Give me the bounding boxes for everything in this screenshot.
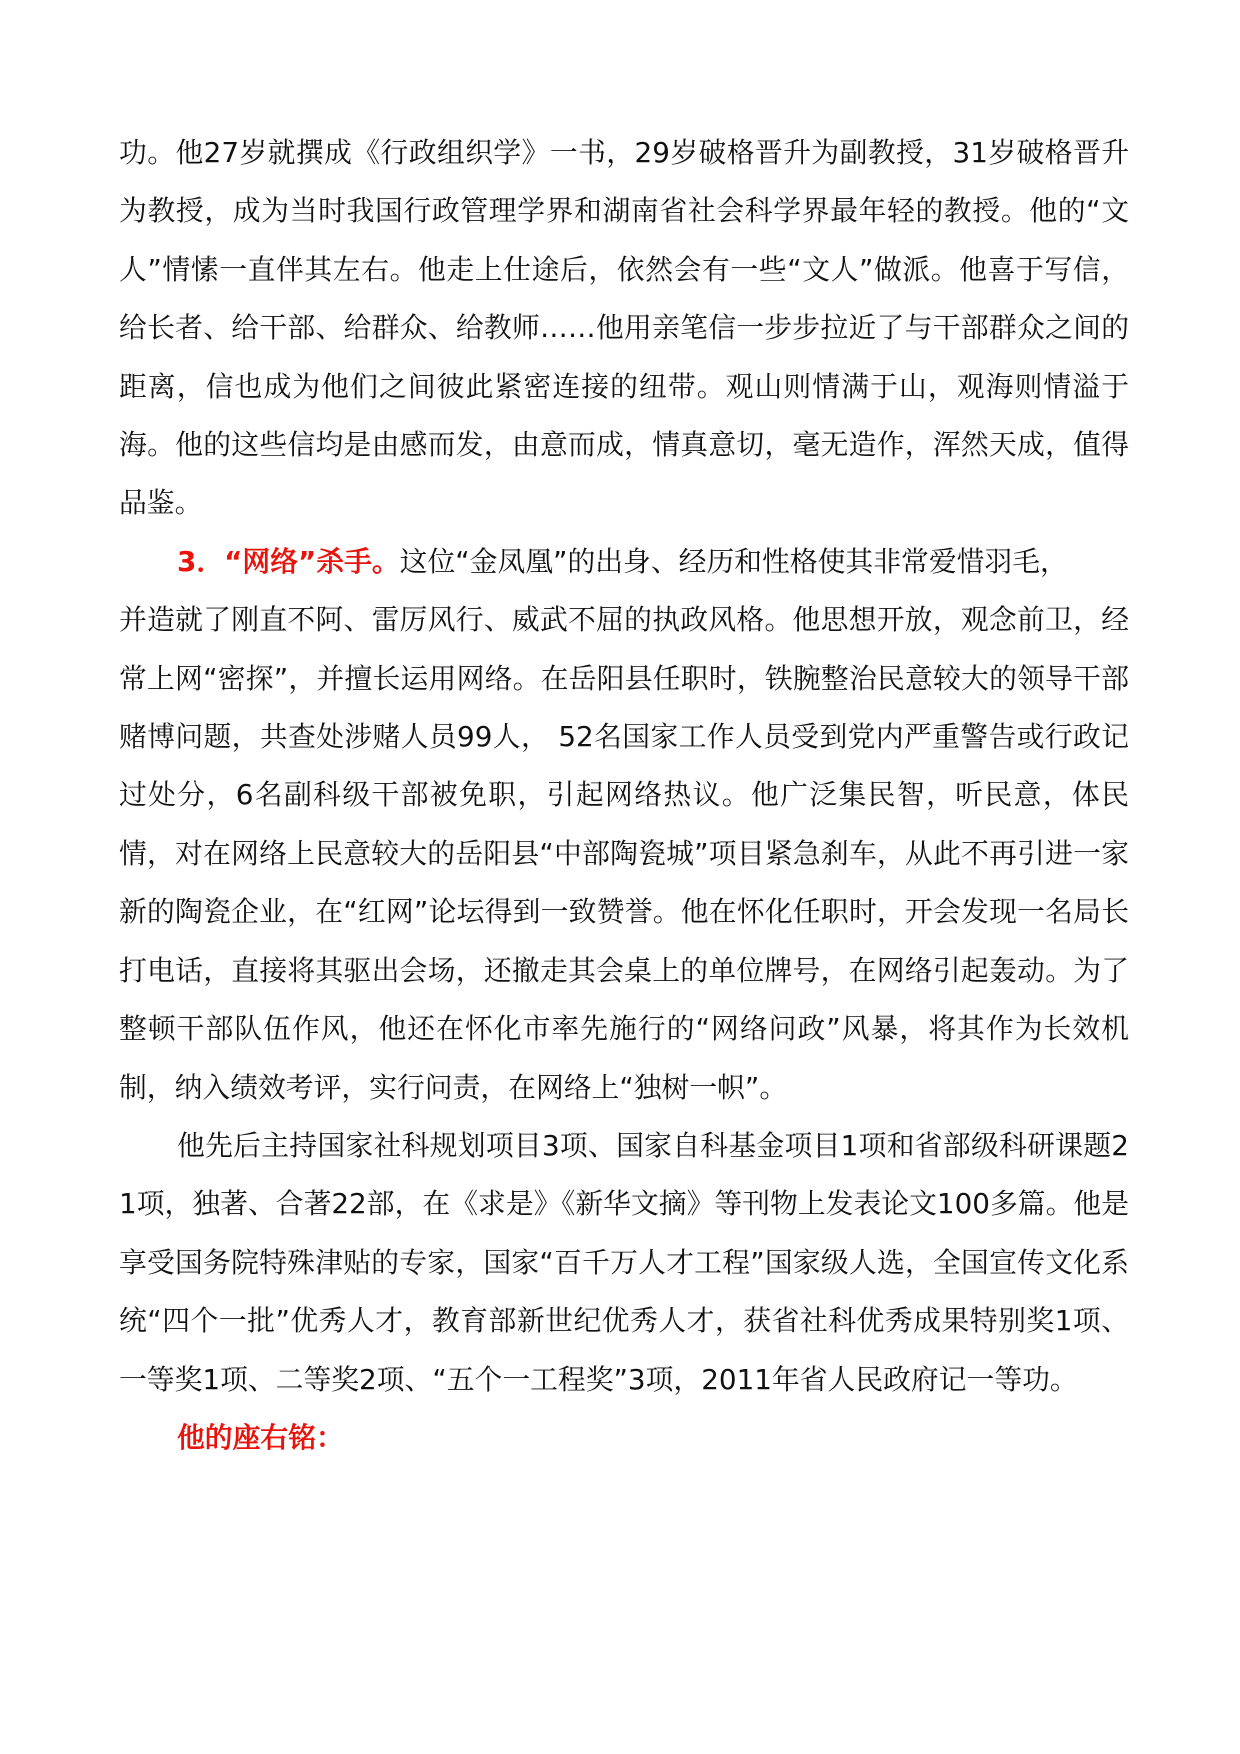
document-body xyxy=(119,124,1129,1467)
paragraph-network-killer-intro xyxy=(119,533,1129,591)
paragraph-research-achievements: 他先后主持国家社科规划项目3项、国家自科基金项目1项和省部级科研课题21项，独著、合著22部，在《求是》《新华文摘》等刊物上发表论文100多篇。他是享受国务院特殊津贴的专家，国家“百千万人才工程”国家级人选，全国宣传文化系统“四个一批”优秀人才，教育部新世纪优秀人才，获省社科优秀成果特别奖1项、一等奖1项、二等奖2项、“五个一工程奖”3项，2011年省人民政府记一等功。 xyxy=(119,1128,1129,1396)
paragraph-literati-letters: 功。他27岁就撰成《行政组织学》一书，29岁破格晋升为副教授，31岁破格晋升为教授，成为当时我国行政管理学界和湖南省社会科学界最年轻的教授。他的“文人”情愫一直伴其左右。他走上仕途后，依然会有一些“文人”做派。他喜于写信，给长者、给干部、给群众、给教师……他用亲笔信一步步拉近了与干部群众之间的距离，信也成为他们之间彼此紧密连接的纽带。观山则情满于山，观海则情溢于海。他的这些信均是由感而发，由意而成，情真意切，毫无造作，浑然天成，值得品鉴。 xyxy=(119,136,1129,520)
section-heading-network-killer: 3．“网络”杀手。 xyxy=(177,544,400,578)
motto-heading: 他的座右铭： xyxy=(177,1420,344,1454)
paragraph-network-killer-lead: 这位“金凤凰”的出身、经历和性格使其非常爱惜羽毛， xyxy=(399,544,1068,578)
paragraph-network-governance: 并造就了刚直不阿、雷厉风行、威武不屈的执政风格。他思想开放，观念前卫，经常上网“密探”，并擅长运用网络。在岳阳县任职时，铁腕整治民意较大的领导干部赌博问题，共查处涉赌人员99人， 52名国家工作人员受到党内严重警告或行政记过处分，6名副科级干部被免职，引起网络热议。他广泛集民智，听民意，体民情，对在网络上民意较大的岳阳县“中部陶瓷城”项目紧急刹车，从此不再引进一家新的陶瓷企业，在“红网”论坛得到一致赞誉。他在怀化任职时，开会发现一名局长打电话，直接将其驱出会场，还撤走其会桌上的单位牌号，在网络引起轰动。为了整顿干部队伍作风，他还在怀化市率先施行的“网络问政”风暴，将其作为长效机制，纳入绩效考评，实行问责，在网络上“独树一帜”。 xyxy=(119,603,1129,1104)
